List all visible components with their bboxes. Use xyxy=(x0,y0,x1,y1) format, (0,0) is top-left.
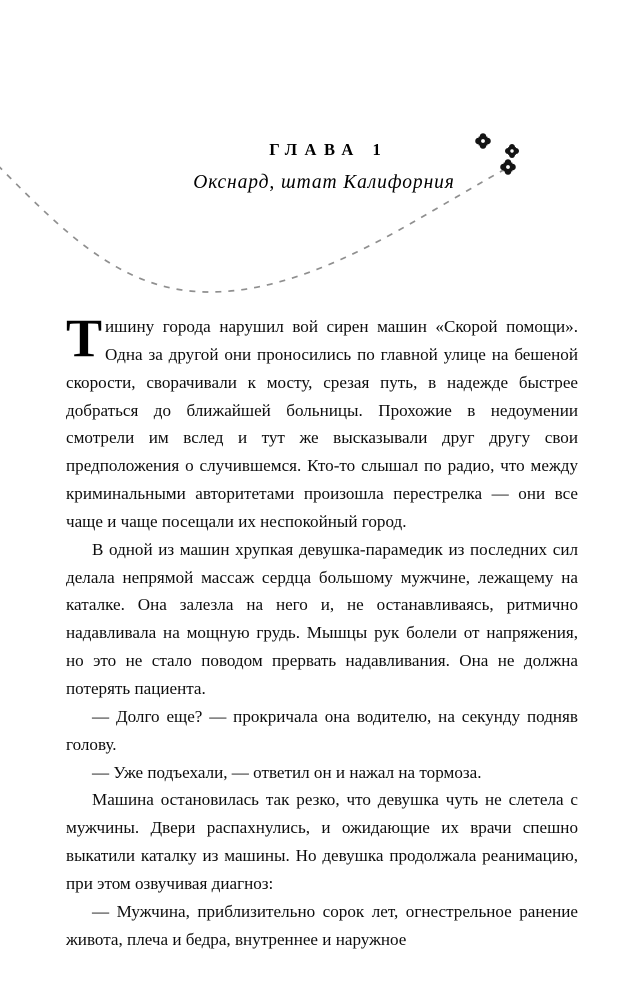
paragraph: — Уже подъехали, — ответил он и нажал на тормоза. xyxy=(92,762,482,782)
paragraph: — Мужчина, приблизительно сорок лет, огнестрельное ранение живота, плеча и бедра, внутреннее и наружное xyxy=(66,901,578,949)
paragraph: — Долго еще? — прокричала она водителю, на секунду подняв голову. xyxy=(66,706,578,754)
body-text-block xyxy=(66,308,578,953)
chapter-subtitle: Окснард, штат Калифорния xyxy=(193,172,455,193)
chapter-title: ГЛАВА 1 xyxy=(269,140,389,159)
paragraph: В одной из машин хрупкая девушка-парамедик из последних сил делала непрямой массаж сердца большому мужчине, лежащему на каталке. Она залезла на него и, не останавливаясь, ритмично надавливала на мощную грудь. Мышцы рук болели от напряжения, но это не стало поводом прервать надавливания. Она не должна потерять пациента. xyxy=(66,539,578,698)
chapter-header xyxy=(0,140,644,195)
paragraph: Машина остановилась так резко, что девушка чуть не слетела с мужчины. Двери распахнулись, и ожидающие их врачи спешно выкатили каталку из машины. Но девушка продолжала реанимацию, при этом озвучивая диагноз: xyxy=(66,790,578,893)
paragraph: Тишину города нарушил вой сирен машин «Скорой помощи». Одна за другой они проносились по главной улице на бешеной скорости, сворачивали к мосту, срезая путь, в надежде быстрее добраться до ближайшей больницы. Прохожие в недоумении смотрели им вслед и тут же высказывали друг другу свои предположения о случившемся. Кто-то слышал по радио, что между криминальными авторитетами произошла перестрелка — они все чаще и чаще посещали их неспокойный город. xyxy=(66,308,578,531)
